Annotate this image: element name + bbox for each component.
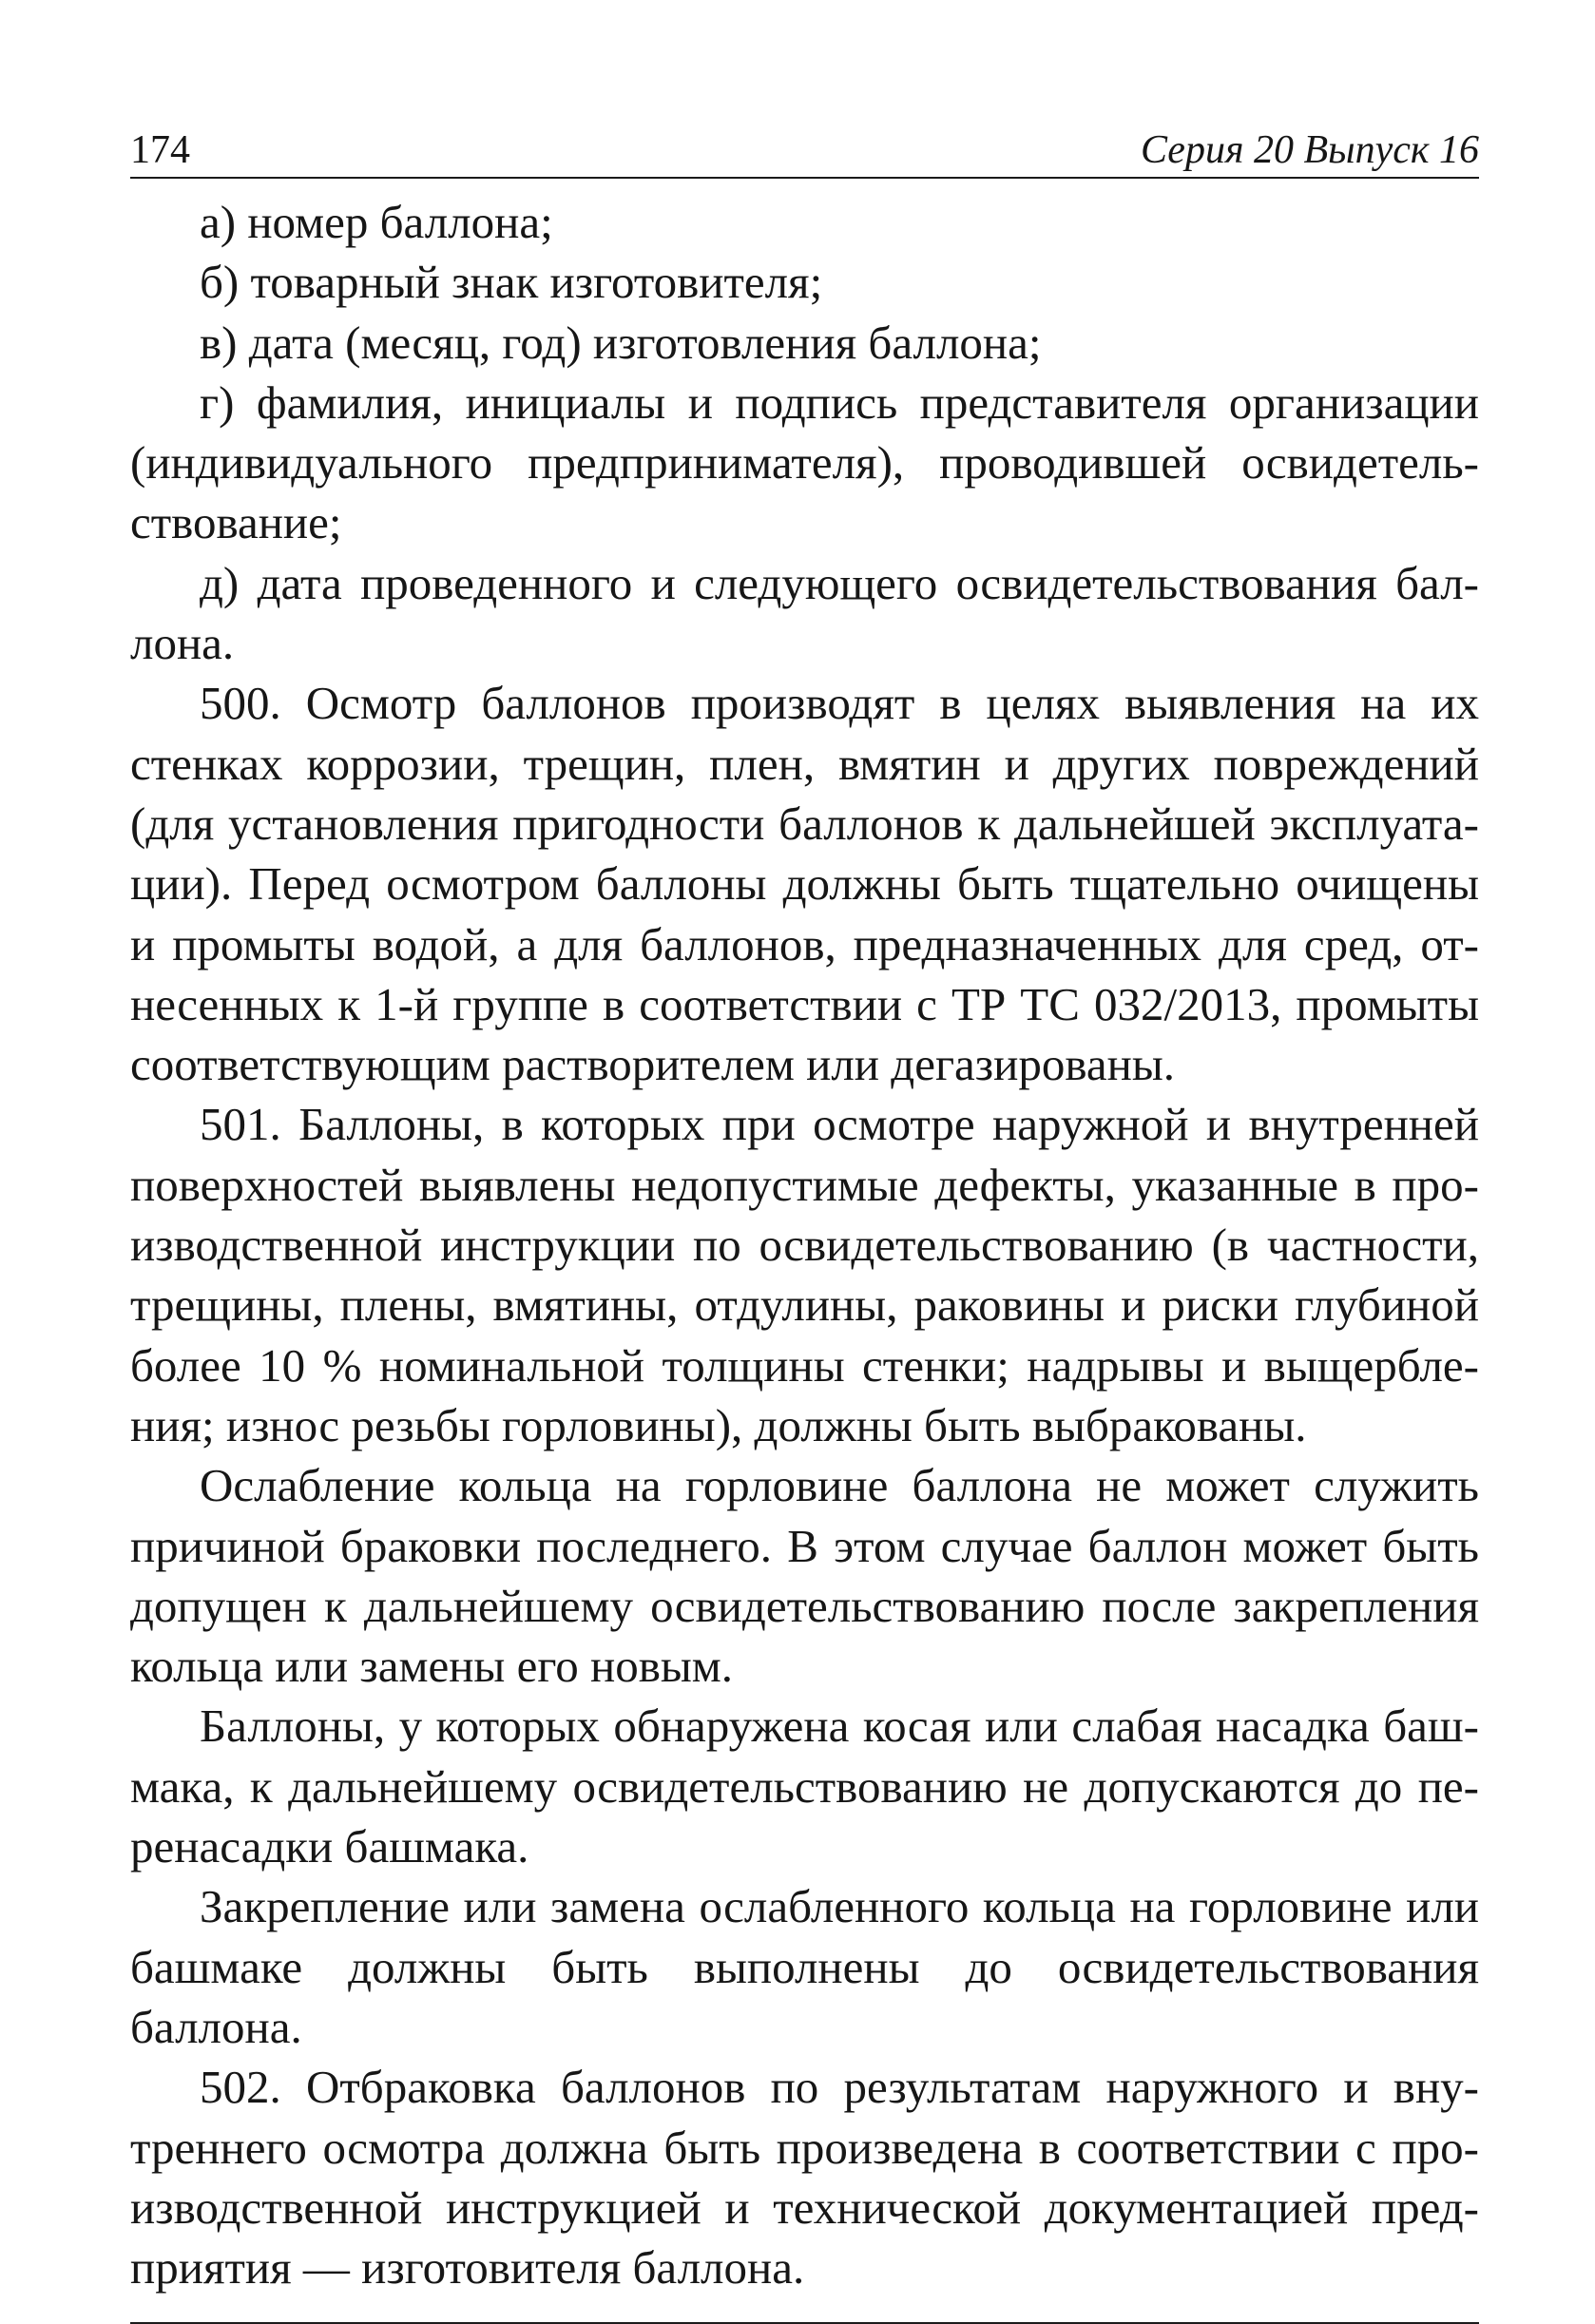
clause-501: 501. Баллоны, в которых при осмотре наружной и внутренней поверхностей выявлены недопустимые дефекты, указанные в производственной инструкции по освидетельствованию (в частности, трещины, плены, вмятины, отдулины, раковины и риски глубиной более 10 % номинальной толщины стенки; надрывы и выщербления; износ резьбы горловины), должны быть выбракованы. (130, 1098, 1479, 1451)
list-item-b: б) товарный знак изготовителя; (200, 256, 823, 309)
paragraph-shoe: Баллоны, у которых обнаружена косая или слабая насадка башмака, к дальнейшему освидетельствованию не допускаются до перенасадки башмака. (130, 1700, 1479, 1873)
list-item-d: г) фамилия, инициалы и подпись представителя организации (индивидуального предпринимателя), проводившей освидетельствование; (130, 375, 1479, 549)
page-number: 174 (130, 128, 190, 172)
clause-500: 500. Осмотр баллонов производят в целях выявления на их стенках коррозии, трещин, плен, вмятин и других повреждений (для установления пригодности баллонов к дальнейшей эксплуатации). Перед осмотром баллоны должны быть тщательно очищены и промыты водой, а для баллонов, предназначенных для сред, отнесенных к 1-й группе в соответствии с ТР ТС 032/2013, промыты соответствующим растворителем или дегазированы. (130, 677, 1479, 1091)
clause-502: 502. Отбраковка баллонов по результатам наружного и внутреннего осмотра должна быть произведена в соответствии с производственной инструкцией и технической документацией предприятия — изготовителя баллона. (130, 2061, 1479, 2295)
list-item-c: в) дата (месяц, год) изготовления баллона; (200, 316, 1042, 369)
book-page (130, 124, 1479, 2324)
series-title: Серия 20 Выпуск 16 (1141, 128, 1479, 172)
paragraph-ring: Ослабление кольца на горловине баллона не может служить причиной браковки последнего. В этом случае баллон может быть допущен к дальнейшему освидетельствованию после закрепления кольца или замены его новым. (130, 1459, 1479, 1693)
body-text (130, 192, 1479, 2297)
list-item-a: а) номер баллона; (200, 196, 553, 248)
list-item-e: д) дата проведенного и следующего освидетельствования баллона. (130, 556, 1479, 670)
running-head (130, 124, 1479, 179)
paragraph-fixing: Закрепление или замена ослабленного кольца на горловине или башмаке должны быть выполнены до освидетельствования баллона. (130, 1880, 1479, 2053)
